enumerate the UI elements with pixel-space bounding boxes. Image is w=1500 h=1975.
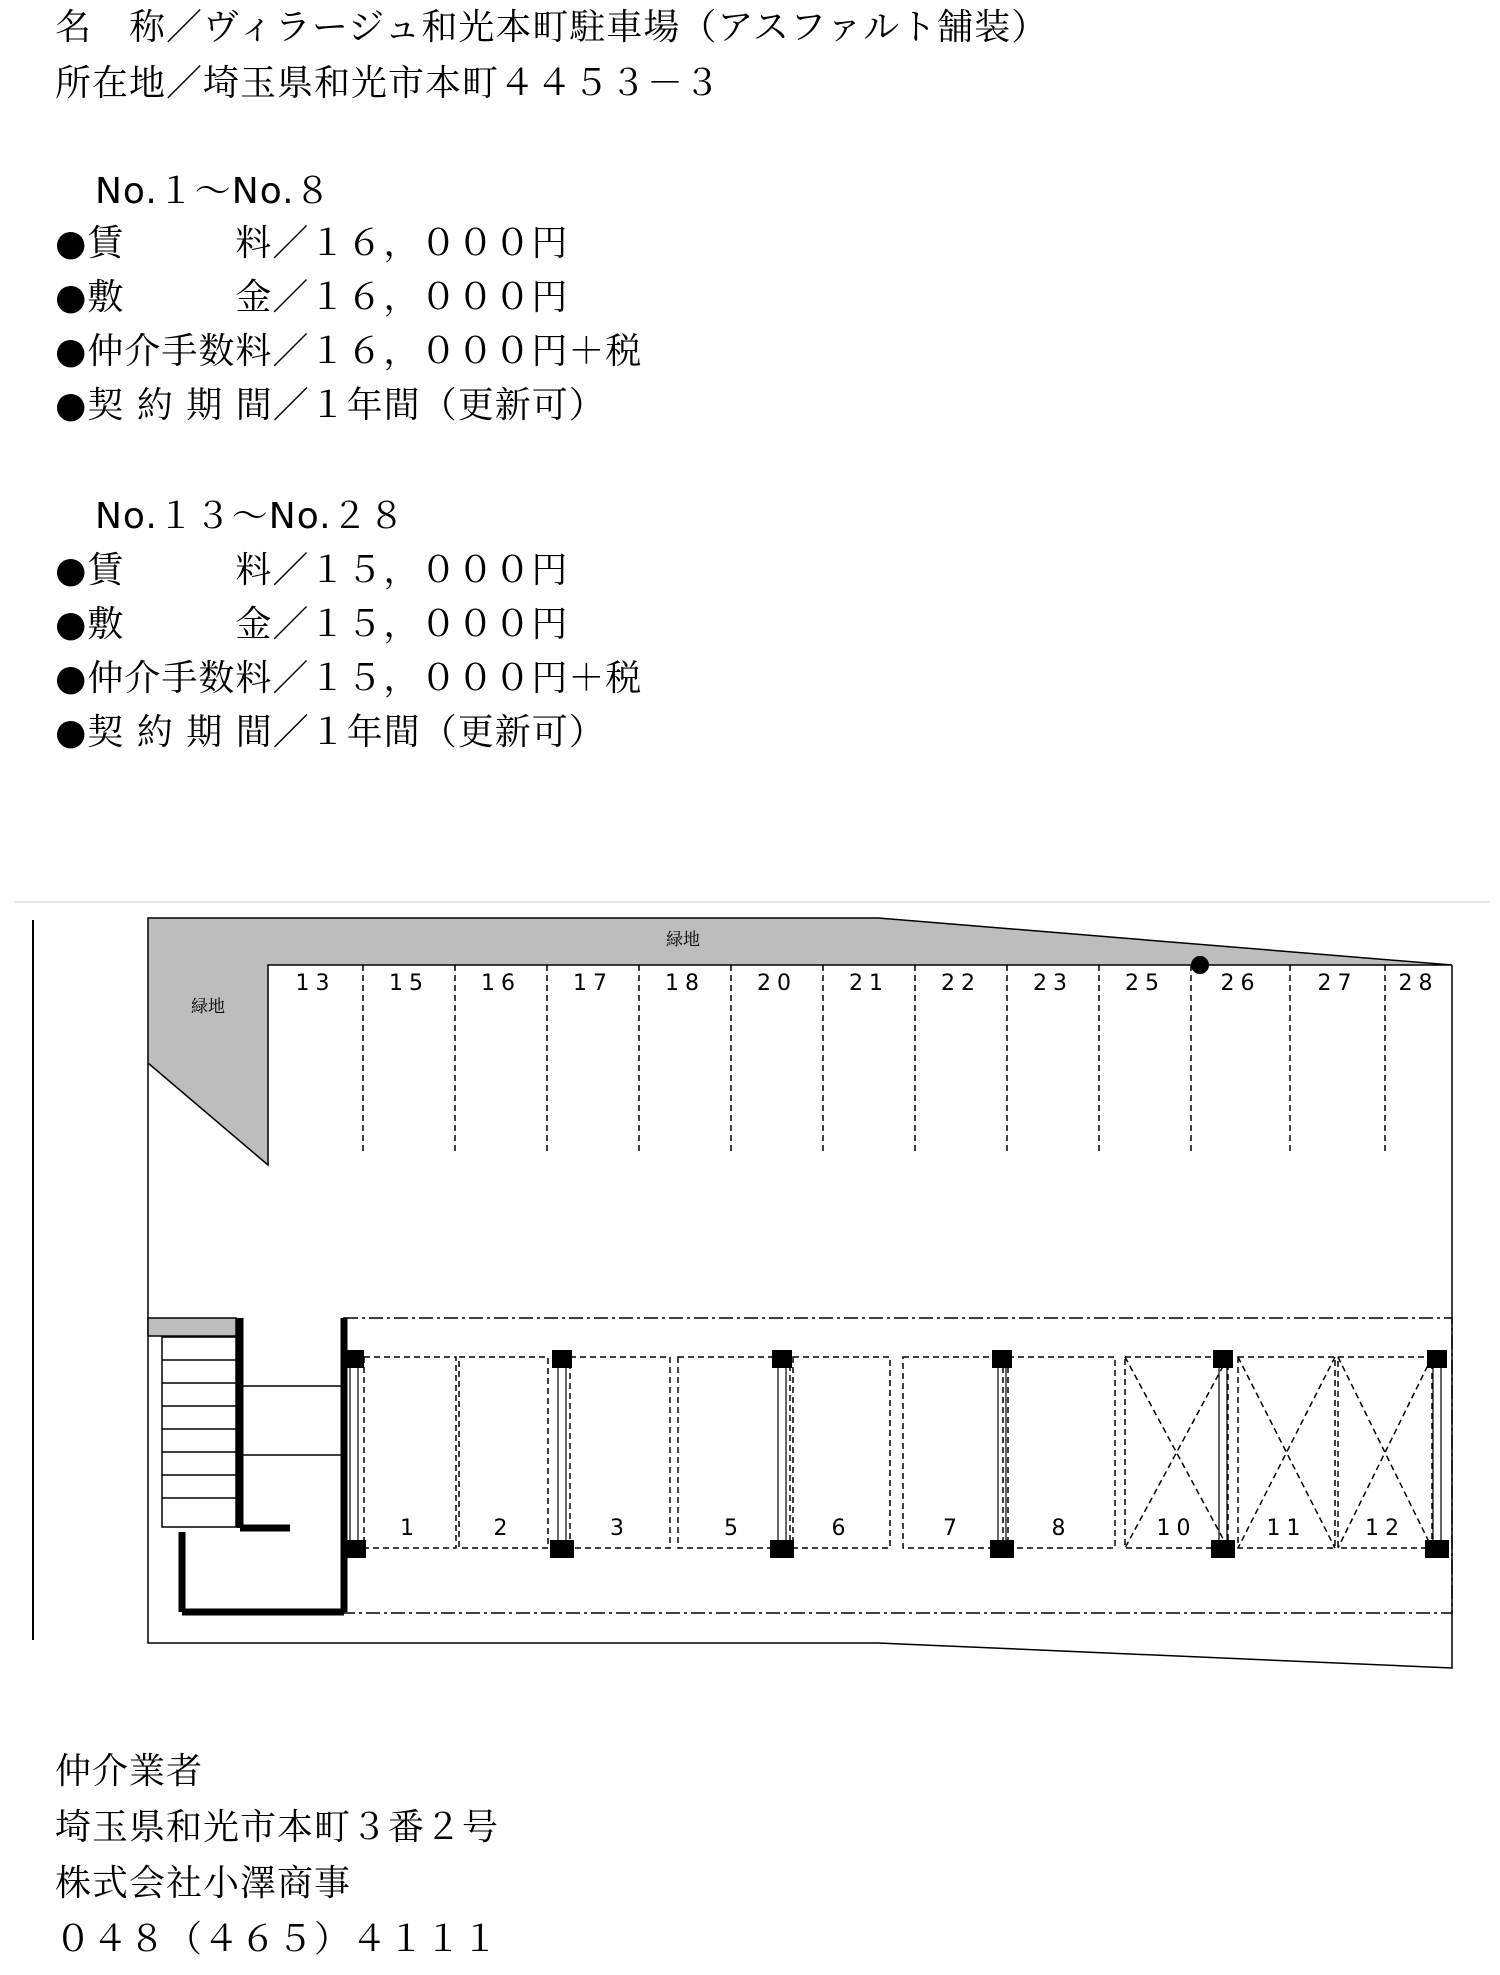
- stall-number-18: 18: [665, 971, 705, 996]
- stall-number-23: 23: [1033, 971, 1073, 996]
- property-name: 名 称／ヴィラージュ和光本町駐車場（アスファルト舗装）: [55, 7, 1049, 48]
- stall-number-10: 10: [1156, 1516, 1197, 1541]
- green-label-left: 緑地: [191, 997, 225, 1017]
- green-area: [148, 918, 1452, 1165]
- group1-title: No.１～No.８: [95, 171, 332, 212]
- column-post: [342, 1540, 366, 1558]
- stair-roof: [148, 1318, 236, 1336]
- stall-number-26: 26: [1220, 971, 1261, 996]
- stall-number-12: 12: [1365, 1516, 1405, 1541]
- stall-number-28: 28: [1398, 971, 1439, 996]
- stall-number-17: 17: [573, 971, 613, 996]
- stall-number-2: 2: [493, 1516, 514, 1541]
- green-label-top: 緑地: [666, 930, 700, 950]
- building-walls: [182, 1318, 344, 1612]
- group1-term: ●契 約 期 間／１年間（更新可）: [55, 385, 606, 426]
- stall-number-6: 6: [831, 1516, 852, 1541]
- column-post: [1425, 1540, 1449, 1558]
- stall-number-20: 20: [757, 971, 797, 996]
- group2-term: ●契 約 期 間／１年間（更新可）: [55, 712, 606, 753]
- column-post: [550, 1540, 574, 1558]
- column-post: [1211, 1540, 1235, 1558]
- marker-dot: [1191, 956, 1209, 974]
- group2-rent: ●賃 料／１５，０００円: [55, 550, 569, 591]
- stall-number-7: 7: [943, 1516, 963, 1541]
- parking-plan: [0, 880, 1500, 1680]
- stall-number-13: 13: [295, 971, 336, 996]
- stall-number-21: 21: [849, 971, 889, 996]
- group1-deposit: ●敷 金／１６，０００円: [55, 277, 569, 318]
- group1-fee: ●仲介手数料／１６，０００円＋税: [55, 331, 643, 372]
- stall-number-1: 1: [400, 1516, 420, 1541]
- stall-number-5: 5: [724, 1516, 744, 1541]
- stall-number-27: 27: [1317, 971, 1358, 996]
- stall-number-11: 11: [1266, 1516, 1307, 1541]
- broker-address: 埼玉県和光市本町３番２号: [55, 1807, 500, 1848]
- column-post: [344, 1350, 364, 1368]
- top-row-labels: [296, 971, 1439, 996]
- group2-fee: ●仲介手数料／１５，０００円＋税: [55, 658, 643, 699]
- stall-number-22: 22: [941, 971, 981, 996]
- column-post: [552, 1350, 572, 1368]
- stall-number-3: 3: [610, 1516, 630, 1541]
- stall-number-8: 8: [1051, 1516, 1072, 1541]
- group2-deposit: ●敷 金／１５，０００円: [55, 604, 569, 645]
- broker-heading: 仲介業者: [55, 1751, 204, 1792]
- column-post: [770, 1540, 794, 1558]
- stall-number-15: 15: [389, 971, 429, 996]
- staircase: [162, 1337, 236, 1527]
- group1-rent: ●賃 料／１６，０００円: [55, 223, 569, 264]
- column-post: [772, 1350, 792, 1368]
- column-post: [992, 1350, 1012, 1368]
- stall-number-25: 25: [1125, 971, 1165, 996]
- column-post: [1213, 1350, 1233, 1368]
- broker-company: 株式会社小澤商事: [55, 1863, 352, 1904]
- garage-outline: [344, 1318, 1452, 1613]
- property-address: 所在地／埼玉県和光市本町４４５３－３: [55, 63, 722, 104]
- stall-number-16: 16: [481, 971, 521, 996]
- broker-phone: ０４８（４６５）４１１１: [55, 1919, 500, 1960]
- group2-title: No.１３～No.２８: [95, 496, 406, 537]
- column-post: [1427, 1350, 1447, 1368]
- column-post: [990, 1540, 1014, 1558]
